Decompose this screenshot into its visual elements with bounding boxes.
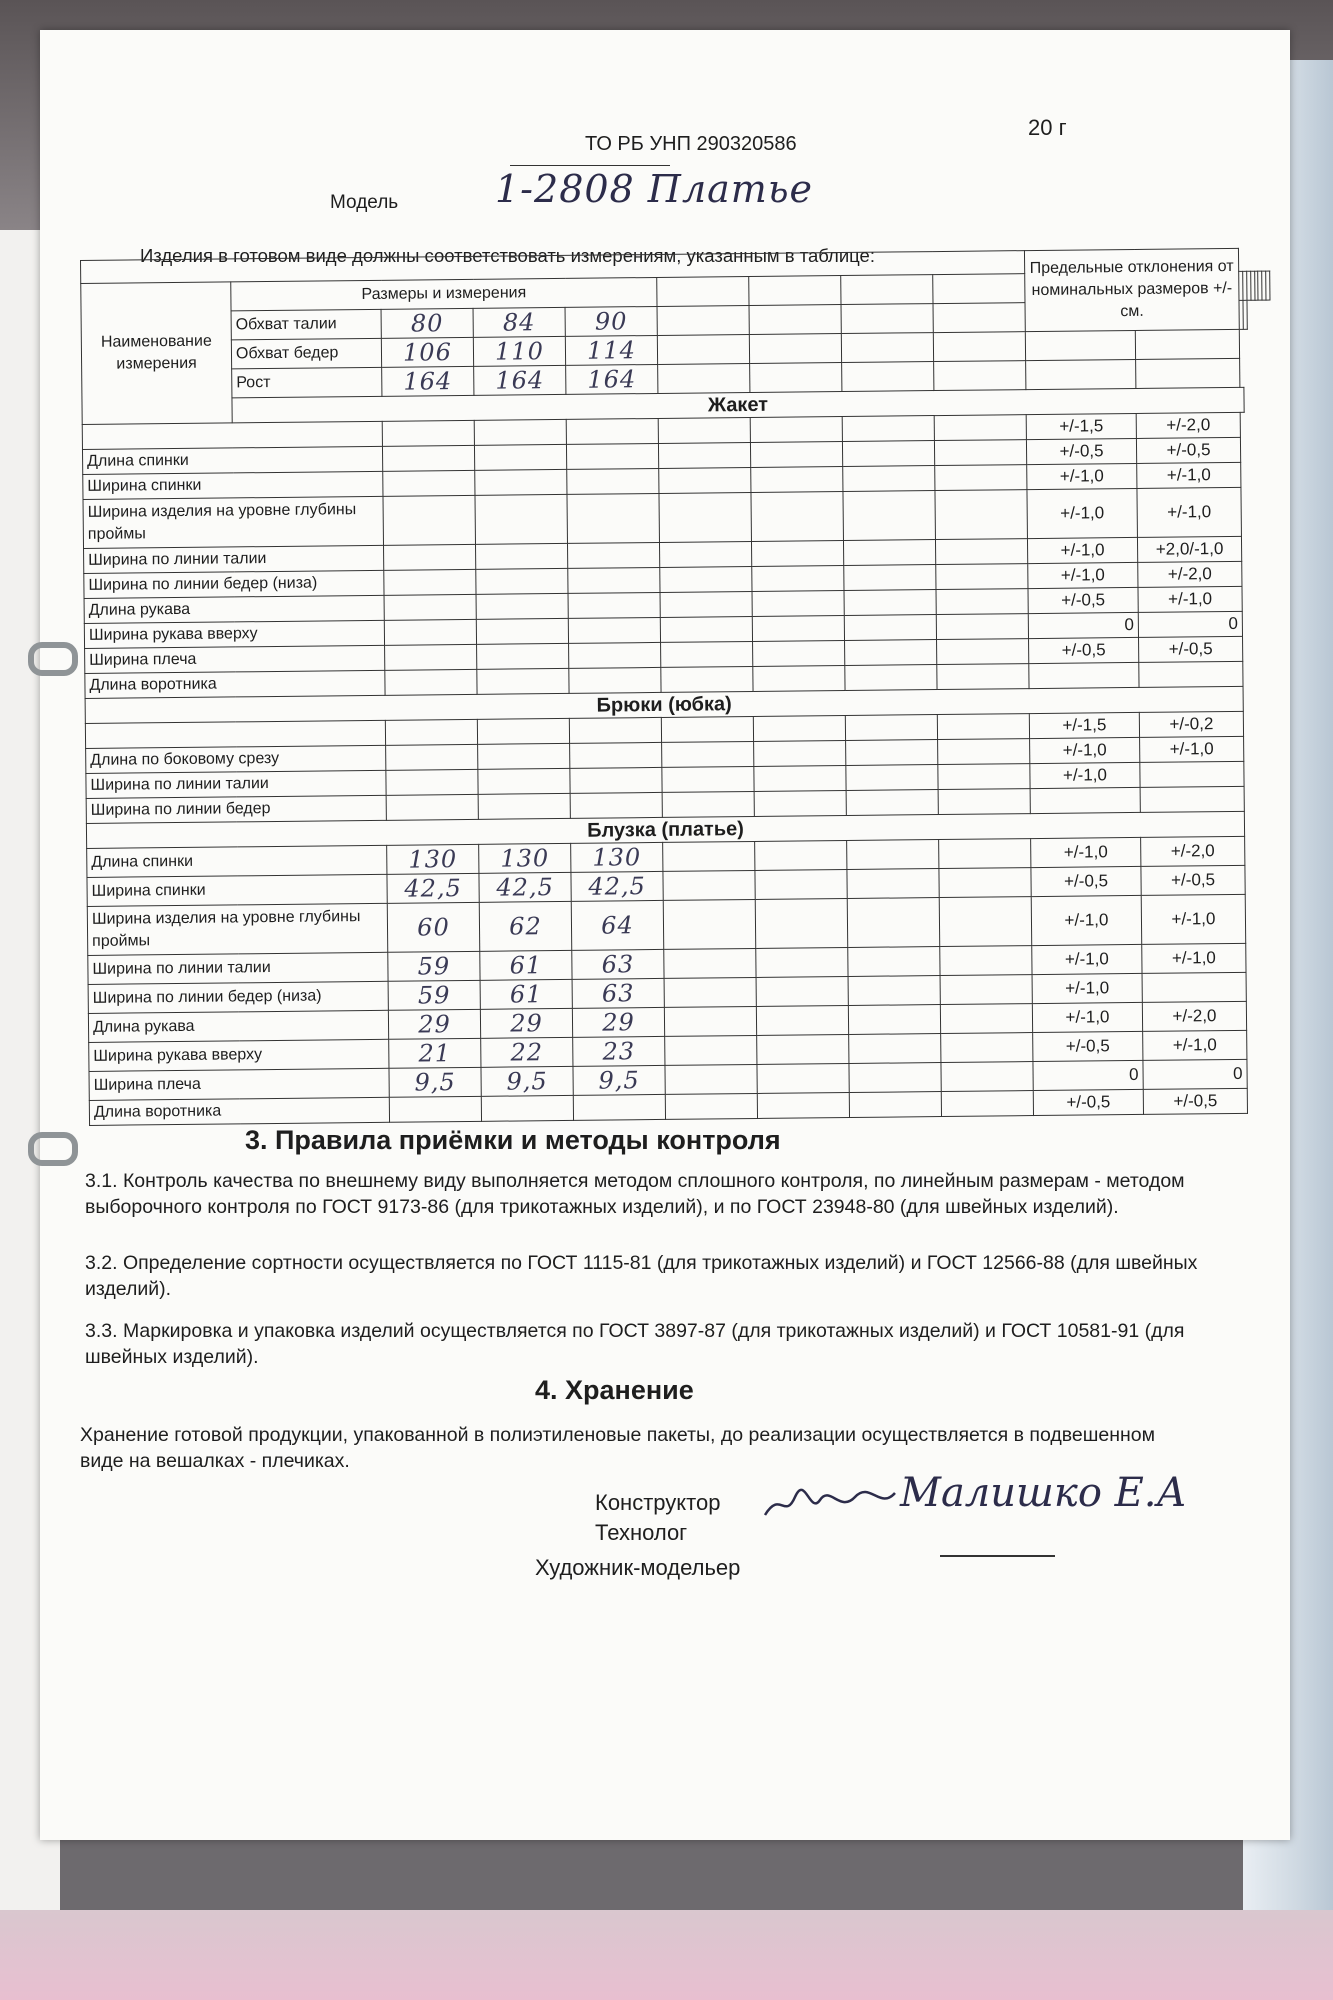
table-cell [935, 465, 1027, 491]
measurement-label: Длина воротника [85, 670, 385, 698]
table-cell [941, 1091, 1033, 1117]
sizes-header: Размеры и измерения [231, 277, 657, 310]
table-cell [756, 947, 848, 977]
table-cell [935, 539, 1027, 565]
model-label: Модель [330, 192, 399, 213]
handwritten-value [475, 494, 568, 544]
measurement-label: Ширина по линии талии [88, 952, 388, 984]
table-cell [750, 442, 842, 468]
section-jacket: Жакет [232, 387, 1244, 423]
section4-paragraph: Хранение готовой продукции, упакованной в полиэтиленовые пакеты, до реализации осуществляется в подвешенном виде на вешалках - плечиках. [80, 1424, 1156, 1472]
textile-tolerance: +/-1,0 [1030, 737, 1140, 763]
knit-tolerance: 0 [1143, 1059, 1247, 1089]
handwritten-value: 60 [387, 902, 480, 952]
knit-tolerance: +/-0,5 [1143, 1088, 1247, 1114]
handwritten-value: 29 [388, 1009, 480, 1039]
table-cell [754, 741, 846, 767]
handwritten-value [566, 418, 658, 444]
handwritten-value: 63 [572, 949, 664, 979]
table-cell [844, 590, 936, 616]
handwritten-value [570, 767, 662, 793]
handwritten-value: 64 [571, 900, 664, 950]
table-cell [847, 840, 939, 870]
table-cell [751, 541, 843, 567]
knit-tolerance: +/-0,2 [1139, 711, 1243, 737]
textile-tolerance: 0 [1028, 612, 1138, 638]
table-cell [940, 975, 1032, 1005]
handwritten-value: 84 [473, 307, 565, 337]
table-cell [933, 274, 1025, 304]
table-cell [663, 841, 755, 871]
table-cell [937, 714, 1029, 740]
handwritten-value: 164 [474, 365, 566, 395]
knit-tolerance: +2,0/-1,0 [1137, 536, 1241, 562]
table-cell [843, 466, 935, 492]
handwritten-value [385, 669, 477, 695]
table-cell [847, 869, 939, 899]
size-row-label: Обхват бедер [231, 338, 381, 369]
table-cell [752, 566, 844, 592]
table-cell [665, 1064, 757, 1094]
table-cell [755, 899, 848, 949]
table-cell [659, 541, 751, 567]
section3-paragraph: 3.2. Определение сортности осуществляется по ГОСТ 1115-81 (для трикотажных изделий) и ГОСТ 12566-88 (для швейных изделий). [85, 1252, 1198, 1300]
textile-tolerance: +/-1,0 [1031, 837, 1141, 867]
measurement-label: Длина спинки [82, 446, 382, 474]
table-cell [753, 666, 845, 692]
handwritten-value [385, 644, 477, 670]
handwritten-value: 59 [388, 951, 480, 981]
knit-tolerance: +/-1,0 [1137, 487, 1242, 537]
textile-tolerance: +/-1,0 [1028, 562, 1138, 588]
table-cell [842, 362, 934, 392]
handwritten-value [477, 643, 569, 669]
table-cell [842, 416, 934, 442]
section3-paragraph: 3.1. Контроль качества по внешнему виду выполняется методом сплошного контроля, по линейным размерам - методом выборочного контроля по ГОСТ 9173-86 (для трикотажных изделий), и по ГОСТ 23948-80 (для швейных изделий). [85, 1170, 1185, 1218]
table-cell [657, 305, 749, 335]
table-cell [664, 948, 756, 978]
table-cell [663, 870, 755, 900]
handwritten-value [385, 719, 477, 745]
measurements-table [80, 248, 1279, 1126]
table-cell [941, 1062, 1033, 1092]
section3-title: 3. Правила приёмки и методы контроля [245, 1125, 781, 1155]
measurement-label: Ширина по линии талии [86, 770, 386, 798]
handwritten-value [476, 568, 568, 594]
handwritten-value [384, 569, 476, 595]
table-cell [664, 977, 756, 1007]
handwritten-value [386, 794, 478, 820]
table-cell [939, 839, 1031, 869]
table-cell [659, 467, 751, 493]
table-cell [849, 1063, 941, 1093]
table-cell [661, 666, 753, 692]
knit-tolerance: +/-2,0 [1138, 561, 1242, 587]
handwritten-value [476, 593, 568, 619]
textile-tolerance: +/-1,0 [1027, 537, 1137, 563]
table-cell [754, 766, 846, 792]
table-cell [662, 741, 754, 767]
table-cell [755, 870, 847, 900]
table-cell [756, 1005, 848, 1035]
handwritten-value [573, 1094, 665, 1120]
textile-tolerance: +/-1,0 [1032, 944, 1142, 974]
handwritten-value: 62 [479, 901, 572, 951]
table-cell [940, 946, 1032, 976]
table-cell [936, 589, 1028, 615]
measurement-label: Ширина по линии бедер [86, 795, 386, 823]
model-value: 1-2808 Платье [495, 167, 814, 211]
handwritten-value: 59 [388, 980, 480, 1010]
handwritten-value [474, 419, 566, 445]
table-cell [660, 616, 752, 642]
textile-tolerance: +/-1,0 [1032, 1002, 1142, 1032]
knit-tolerance: +/-1,0 [1138, 586, 1242, 612]
handwritten-value: 110 [473, 336, 565, 366]
handwritten-value [568, 617, 660, 643]
knit-tolerance: +/-2,0 [1136, 412, 1240, 438]
knit-header [1243, 300, 1247, 329]
handwritten-value: 9,5 [573, 1065, 665, 1095]
year-field: 20 г [1028, 115, 1067, 140]
measurement-label: Ширина спинки [83, 471, 383, 499]
document-page [40, 30, 1290, 1840]
table-cell [755, 841, 847, 871]
binder-ring [28, 1132, 78, 1166]
binder-ring [28, 642, 78, 676]
handwritten-value [568, 567, 660, 593]
handwritten-value [475, 543, 567, 569]
table-cell [757, 1063, 849, 1093]
handwritten-value: 130 [479, 843, 571, 873]
artist-label: Художник-модельер [535, 1555, 741, 1580]
table-cell [661, 641, 753, 667]
handwritten-value [386, 769, 478, 795]
handwritten-value [475, 469, 567, 495]
textile-tolerance: +/-1,5 [1026, 413, 1136, 439]
textile-tolerance: +/-0,5 [1031, 866, 1141, 896]
knit-tolerance: +/-1,0 [1137, 462, 1241, 488]
table-cell [934, 440, 1026, 466]
handwritten-value: 22 [481, 1037, 573, 1067]
measurement-label: Длина рукава [84, 595, 384, 623]
measurement-label: Ширина изделия на уровне глубины проймы [83, 496, 383, 548]
org-id: ТО РБ УНП 290320586 [585, 133, 797, 155]
table-cell [848, 1005, 940, 1035]
table-cell [754, 791, 846, 817]
table-cell [843, 491, 936, 541]
knit-tolerance: +/-2,0 [1141, 836, 1245, 866]
measurement-label: Длина рукава [88, 1010, 388, 1042]
table-cell [659, 492, 752, 542]
table-cell [846, 740, 938, 766]
table-cell [660, 566, 752, 592]
handwritten-value [383, 470, 475, 496]
handwritten-value: 42,5 [571, 871, 663, 901]
underline [510, 165, 670, 166]
table-cell [1135, 329, 1239, 359]
table-cell [848, 947, 940, 977]
table-cell [935, 490, 1028, 540]
table-cell [936, 614, 1028, 640]
knit-tolerance: +/-0,5 [1141, 865, 1245, 895]
table-cell [940, 1004, 1032, 1034]
knit-tolerance: +/-1,0 [1141, 894, 1246, 944]
table-cell [756, 976, 848, 1006]
handwritten-value: 106 [381, 337, 473, 367]
measurement-label: Ширина рукава вверху [84, 620, 384, 648]
table-cell [939, 897, 1032, 947]
knit-tolerance: +/-1,0 [1143, 1030, 1247, 1060]
knit-tolerance [1139, 661, 1243, 687]
handwritten-value [478, 768, 570, 794]
textile-tolerance: +/-1,0 [1030, 762, 1140, 788]
textile-tolerance [1030, 787, 1140, 813]
handwritten-value: 130 [387, 844, 479, 874]
table-cell [658, 442, 750, 468]
handwritten-value [570, 742, 662, 768]
table-cell [846, 790, 938, 816]
table-cell [757, 1034, 849, 1064]
table-cell [753, 641, 845, 667]
measurement-label: Длина воротника [89, 1097, 389, 1125]
handwritten-value: 9,5 [389, 1067, 481, 1097]
knit-tolerance [1140, 761, 1244, 787]
handwritten-value [570, 792, 662, 818]
measurement-label: Ширина спинки [87, 874, 387, 906]
size-row-label: Обхват талии [231, 309, 381, 340]
handwritten-value: 164 [566, 364, 658, 394]
handwritten-value [477, 668, 569, 694]
measurement-label: Ширина по линии бедер (низа) [84, 570, 384, 598]
textile-tolerance: +/-1,0 [1027, 463, 1137, 489]
handwritten-value [389, 1096, 481, 1122]
table-cell [663, 899, 756, 949]
handwritten-value [382, 445, 474, 471]
table-cell [662, 791, 754, 817]
handwritten-value [477, 718, 569, 744]
handwritten-value: 61 [480, 979, 572, 1009]
table-cell [848, 976, 940, 1006]
textile-tolerance: +/-0,5 [1029, 637, 1139, 663]
signature-line [940, 1555, 1055, 1557]
measurement-label: Ширина плеча [85, 645, 385, 673]
table-cell [937, 639, 1029, 665]
measurement-label: Ширина рукава вверху [89, 1039, 389, 1071]
table-cell [749, 334, 841, 364]
limits-header: Предельные отклонения от номинальных размеров +/- см. [1024, 248, 1239, 331]
handwritten-value [569, 667, 661, 693]
table-cell [757, 1092, 849, 1118]
table-cell [845, 640, 937, 666]
background-bottom [0, 1910, 1333, 2000]
textile-tolerance: +/-0,5 [1033, 1089, 1143, 1115]
handwritten-value [568, 592, 660, 618]
section3-paragraph: 3.3. Маркировка и упаковка изделий осуществляется по ГОСТ 3897-87 (для трикотажных изделий) и ГОСТ 10581-91 (для швейных изделий). [85, 1320, 1185, 1368]
table-cell [842, 441, 934, 467]
table-cell [846, 765, 938, 791]
table-cell [938, 764, 1030, 790]
technologist-label: Технолог [595, 1520, 688, 1545]
table-cell [658, 363, 750, 393]
table-cell [664, 1006, 756, 1036]
textile-tolerance: +/-1,0 [1031, 895, 1142, 945]
handwritten-value [567, 493, 660, 543]
table-cell [938, 789, 1030, 815]
section-pants: Брюки (юбка) [85, 686, 1243, 723]
table-cell [844, 615, 936, 641]
knit-tolerance: +/-2,0 [1142, 1001, 1246, 1031]
handwritten-value [382, 420, 474, 446]
table-cell [938, 739, 1030, 765]
handwritten-value [567, 468, 659, 494]
table-cell [845, 715, 937, 741]
handwritten-value: 130 [571, 842, 663, 872]
handwritten-value: 90 [565, 306, 657, 336]
table-cell [657, 334, 749, 364]
table-cell [937, 664, 1029, 690]
textile-tolerance [1029, 662, 1139, 688]
handwritten-value [566, 443, 658, 469]
handwritten-value: 63 [572, 978, 664, 1008]
handwritten-value: 29 [480, 1008, 572, 1038]
handwritten-value: 61 [480, 950, 572, 980]
table-cell [934, 415, 1026, 441]
textile-tolerance: +/-1,0 [1032, 973, 1142, 1003]
size-row-label: Рост [232, 367, 382, 398]
table-intro: Изделия в готовом виде должны соответствовать измерениям, указанным в таблице: [140, 245, 875, 266]
table-cell [660, 591, 752, 617]
handwritten-value [567, 542, 659, 568]
table-cell [1266, 271, 1270, 300]
name-header: Наименование измерения [81, 282, 232, 425]
handwritten-value [478, 793, 570, 819]
table-cell [658, 417, 750, 443]
knit-tolerance: 0 [1138, 611, 1242, 637]
table-cell [1025, 330, 1135, 360]
handwritten-value: 42,5 [479, 872, 571, 902]
table-cell [1136, 358, 1240, 388]
textile-tolerance: 0 [1033, 1060, 1143, 1090]
handwritten-value [569, 717, 661, 743]
table-cell [665, 1093, 757, 1119]
handwritten-value [384, 594, 476, 620]
handwritten-value: 23 [573, 1036, 665, 1066]
table-cell [751, 492, 844, 542]
knit-tolerance: +/-0,5 [1139, 636, 1243, 662]
table-cell [749, 276, 841, 306]
table-cell [849, 1034, 941, 1064]
handwritten-value [478, 743, 570, 769]
table-cell [841, 275, 933, 305]
table-cell [750, 417, 842, 443]
table-cell [843, 540, 935, 566]
measurement-label: Длина по боковому срезу [86, 745, 386, 773]
table-cell [933, 303, 1025, 333]
table-cell [941, 1033, 1033, 1063]
table-cell [939, 868, 1031, 898]
handwritten-value [569, 642, 661, 668]
knit-tolerance [1140, 786, 1244, 812]
table-cell [753, 716, 845, 742]
table-cell [933, 332, 1025, 362]
table-cell [751, 467, 843, 493]
handwritten-value: 80 [381, 308, 473, 338]
constructor-label: Конструктор [595, 1490, 721, 1515]
handwritten-value: 9,5 [481, 1066, 573, 1096]
table-cell [845, 665, 937, 691]
table-cell [750, 363, 842, 393]
handwritten-value [386, 744, 478, 770]
handwritten-value: 21 [389, 1038, 481, 1068]
section-blouse: Блузка (платье) [86, 811, 1244, 848]
handwritten-signature [760, 1485, 900, 1525]
textile-tolerance: +/-0,5 [1028, 587, 1138, 613]
table-cell [665, 1035, 757, 1065]
knit-tolerance: +/-1,0 [1142, 943, 1246, 973]
knit-tolerance [1142, 972, 1246, 1002]
constructor-name: Малишко Е.А [900, 1470, 1187, 1516]
handwritten-value [383, 495, 476, 545]
handwritten-value: 164 [382, 366, 474, 396]
table-cell [657, 276, 749, 306]
handwritten-value [474, 444, 566, 470]
table-cell [936, 564, 1028, 590]
knit-tolerance: +/-1,0 [1140, 736, 1244, 762]
table-cell [752, 616, 844, 642]
measurement-label: Ширина по линии бедер (низа) [88, 981, 388, 1013]
section4-title: 4. Хранение [535, 1375, 694, 1405]
measurement-label: Длина спинки [87, 845, 387, 877]
textile-tolerance: +/-0,5 [1033, 1031, 1143, 1061]
table-cell [841, 333, 933, 363]
handwritten-value [384, 619, 476, 645]
textile-tolerance: +/-1,0 [1027, 488, 1138, 538]
table-cell [752, 591, 844, 617]
handwritten-value: 29 [572, 1007, 664, 1037]
knit-tolerance: +/-0,5 [1136, 437, 1240, 463]
table-cell [662, 766, 754, 792]
table-cell [847, 898, 940, 948]
table-cell [661, 716, 753, 742]
handwritten-value: 114 [565, 335, 657, 365]
textile-tolerance: +/-0,5 [1026, 438, 1136, 464]
table-cell [934, 361, 1026, 391]
handwritten-value: 42,5 [387, 873, 479, 903]
table-cell [844, 565, 936, 591]
measurement-label: Ширина по линии талии [84, 545, 384, 573]
textile-tolerance: +/-1,5 [1029, 712, 1139, 738]
table-cell [841, 304, 933, 334]
handwritten-value [481, 1095, 573, 1121]
measurement-label [82, 421, 382, 449]
table-cell [849, 1092, 941, 1118]
table-cell [749, 305, 841, 335]
measurement-label: Ширина изделия на уровне глубины проймы [87, 903, 387, 955]
measurement-label [85, 720, 385, 748]
table-cell [1026, 359, 1136, 389]
measurement-label: Ширина плеча [89, 1068, 389, 1100]
handwritten-value [476, 618, 568, 644]
handwritten-value [384, 544, 476, 570]
